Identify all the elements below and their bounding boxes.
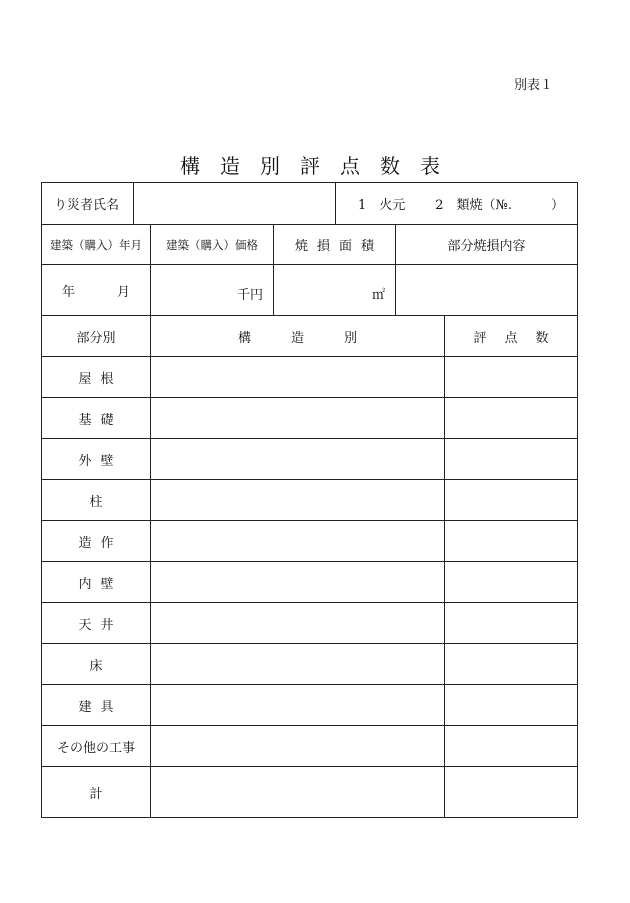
total-score-field[interactable] [445, 767, 577, 817]
part-label: 床 [42, 644, 151, 684]
columns-row [42, 225, 577, 265]
table-row [42, 603, 577, 644]
building-price-label: 建築（購入）価格 [151, 225, 274, 264]
total-row [42, 767, 577, 818]
values-row [42, 265, 577, 316]
part-label: 柱 [42, 480, 151, 520]
table-row [42, 398, 577, 439]
total-label: 計 [42, 767, 151, 817]
victim-name-field[interactable] [134, 183, 336, 224]
table-row [42, 726, 577, 767]
appendix-label: 別表１ [514, 78, 554, 93]
structure-header: 構造別 [151, 316, 445, 356]
fire-origin-options [336, 183, 577, 224]
price-unit: 千円 [236, 288, 263, 303]
building-date-label: 建築（購入）年月 [42, 225, 151, 264]
part-label: 外壁 [42, 439, 151, 479]
table-row [42, 480, 577, 521]
month-label: 月 [117, 285, 131, 300]
part-label: 屋根 [42, 357, 151, 397]
area-unit: ㎡ [371, 288, 385, 303]
score-field[interactable] [445, 562, 577, 602]
score-field[interactable] [445, 357, 577, 397]
building-date-field[interactable] [42, 265, 151, 315]
structure-field[interactable] [151, 562, 445, 602]
table-row [42, 357, 577, 398]
structure-field[interactable] [151, 480, 445, 520]
score-field[interactable] [445, 603, 577, 643]
table-head-row [42, 316, 577, 357]
score-field[interactable] [445, 521, 577, 561]
table-row [42, 521, 577, 562]
structure-field[interactable] [151, 521, 445, 561]
partial-burn-label: 部分焼損内容 [447, 239, 526, 254]
part-label: その他の工事 [42, 726, 151, 766]
table-row [42, 562, 577, 603]
score-field[interactable] [445, 439, 577, 479]
score-field[interactable] [445, 726, 577, 766]
table-row [42, 439, 577, 480]
page-title: 構造別評点数表 [180, 154, 460, 178]
victim-name-label: り災者氏名 [42, 183, 134, 224]
part-label: 基礎 [42, 398, 151, 438]
structure-field[interactable] [151, 726, 445, 766]
part-label: 建具 [42, 685, 151, 725]
fire-option-spread[interactable]: 2 類焼（№. ） [435, 198, 564, 213]
burn-area-field[interactable] [274, 265, 396, 315]
structure-field[interactable] [151, 357, 445, 397]
total-structure-field[interactable] [151, 767, 445, 817]
score-field[interactable] [445, 644, 577, 684]
fire-option-origin[interactable]: 1 火元 [358, 198, 406, 213]
burn-area-label: 焼損面積 [274, 225, 396, 264]
score-field[interactable] [445, 685, 577, 725]
header-row [42, 183, 577, 225]
partial-burn-field[interactable] [396, 265, 577, 315]
score-field[interactable] [445, 480, 577, 520]
part-header: 部分別 [42, 316, 151, 356]
structure-field[interactable] [151, 603, 445, 643]
structure-field[interactable] [151, 439, 445, 479]
table-row [42, 685, 577, 726]
building-price-field[interactable] [151, 265, 274, 315]
structure-field[interactable] [151, 685, 445, 725]
part-label: 内壁 [42, 562, 151, 602]
evaluation-form [41, 182, 578, 818]
year-label: 年 [61, 285, 75, 300]
table-row [42, 644, 577, 685]
score-field[interactable] [445, 398, 577, 438]
part-label: 造作 [42, 521, 151, 561]
structure-field[interactable] [151, 398, 445, 438]
score-header: 評点数 [473, 330, 567, 346]
part-label: 天井 [42, 603, 151, 643]
structure-field[interactable] [151, 644, 445, 684]
